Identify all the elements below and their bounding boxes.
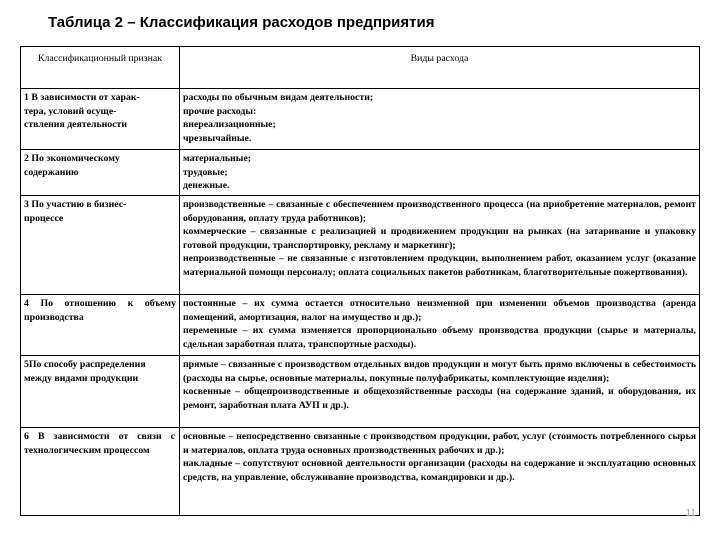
type-line: прочие расходы: [183,105,257,117]
row-criterion: 6 В зависимости от связи с технологическим процессом [21,428,180,516]
row-criterion: 1 В зависимости от харак-тера, условий осуще-ствления деятельности [21,89,180,150]
type-line: коммерческие – связанные с реализацией и продвижением продукции на рынках (на затаривание и упаковку готовой продукции, транспортировку, рекламу и маркетинг); [183,226,696,251]
type-line: основные – непосредственно связанные с производством продукции, работ, услуг (стоимость потребленного сырья и материалов, оплата труда основных производственных рабочих и др.); [183,431,696,456]
type-line: расходы по обычным видам деятельности; [183,92,374,103]
type-line: производственные – связанные с обеспечением производственного процесса (на приобретение материалов, ремонт оборудования, оплату труда работников); [183,199,696,224]
row-types [180,196,700,295]
table-row [21,196,700,295]
type-line: накладные – сопутствуют основной деятельности организации (расходы на содержание и эксплуатацию основных средств, на управление, обслуживание производства, командировки и др.). [183,458,696,483]
table-header-row [21,47,700,89]
type-line: денежные. [183,180,230,192]
row-criterion: 3 По участию в бизнес-процессе [21,196,180,295]
type-line: внереализационные; [183,119,276,131]
row-types [180,356,700,428]
table-row [21,89,700,150]
type-line: косвенные – общепроизводственные и общехозяйственные расходы (на содержание зданий, и оборудования, их ремонт, заработная плата АУП и др.). [183,386,696,411]
table-row [21,356,700,428]
type-line: переменные – их сумма изменяется пропорционально объему производства продукции (сырье и материалы, сдельная заработная плата, транспортные расходы). [183,325,696,350]
row-types [180,295,700,356]
type-line: постоянные – их сумма остается относительно неизменной при изменении объемов производства (аренда помещений, амортизация, налог на имущество и др.); [183,298,696,323]
row-criterion: 4 По отношению к объему производства [21,295,180,356]
type-line: материальные; [183,153,252,164]
expense-classification-table [20,46,700,516]
type-line: прямые – связанные с производством отдельных видов продукции и могут быть прямо включены в себестоимость (расходы на сырье, основные материалы, покупные полуфабрикаты, комплектующие изделия); [183,359,696,384]
table-title: Таблица 2 – Классификация расходов предприятия [48,14,435,31]
row-types [180,428,700,516]
table-row [21,295,700,356]
row-types [180,150,700,196]
type-line: трудовые; [183,166,228,178]
row-criterion: 5По способу распределения между видами продукции [21,356,180,428]
page-number: 11 [685,508,696,519]
header-expense-types: Виды расхода [180,47,700,89]
row-criterion: 2 По экономическому содержанию [21,150,180,196]
table-row [21,428,700,516]
type-line: чрезвычайные. [183,132,252,144]
table-row [21,150,700,196]
row-types [180,89,700,150]
header-criterion: Классификационный признак [21,47,180,89]
type-line: непроизводственные – не связанные с изготовлением продукции, выполнением работ, оказанием услуг (оказание материальной помощи персоналу; оплата социальных пакетов работникам, благотворительные пожертвования). [183,253,696,278]
